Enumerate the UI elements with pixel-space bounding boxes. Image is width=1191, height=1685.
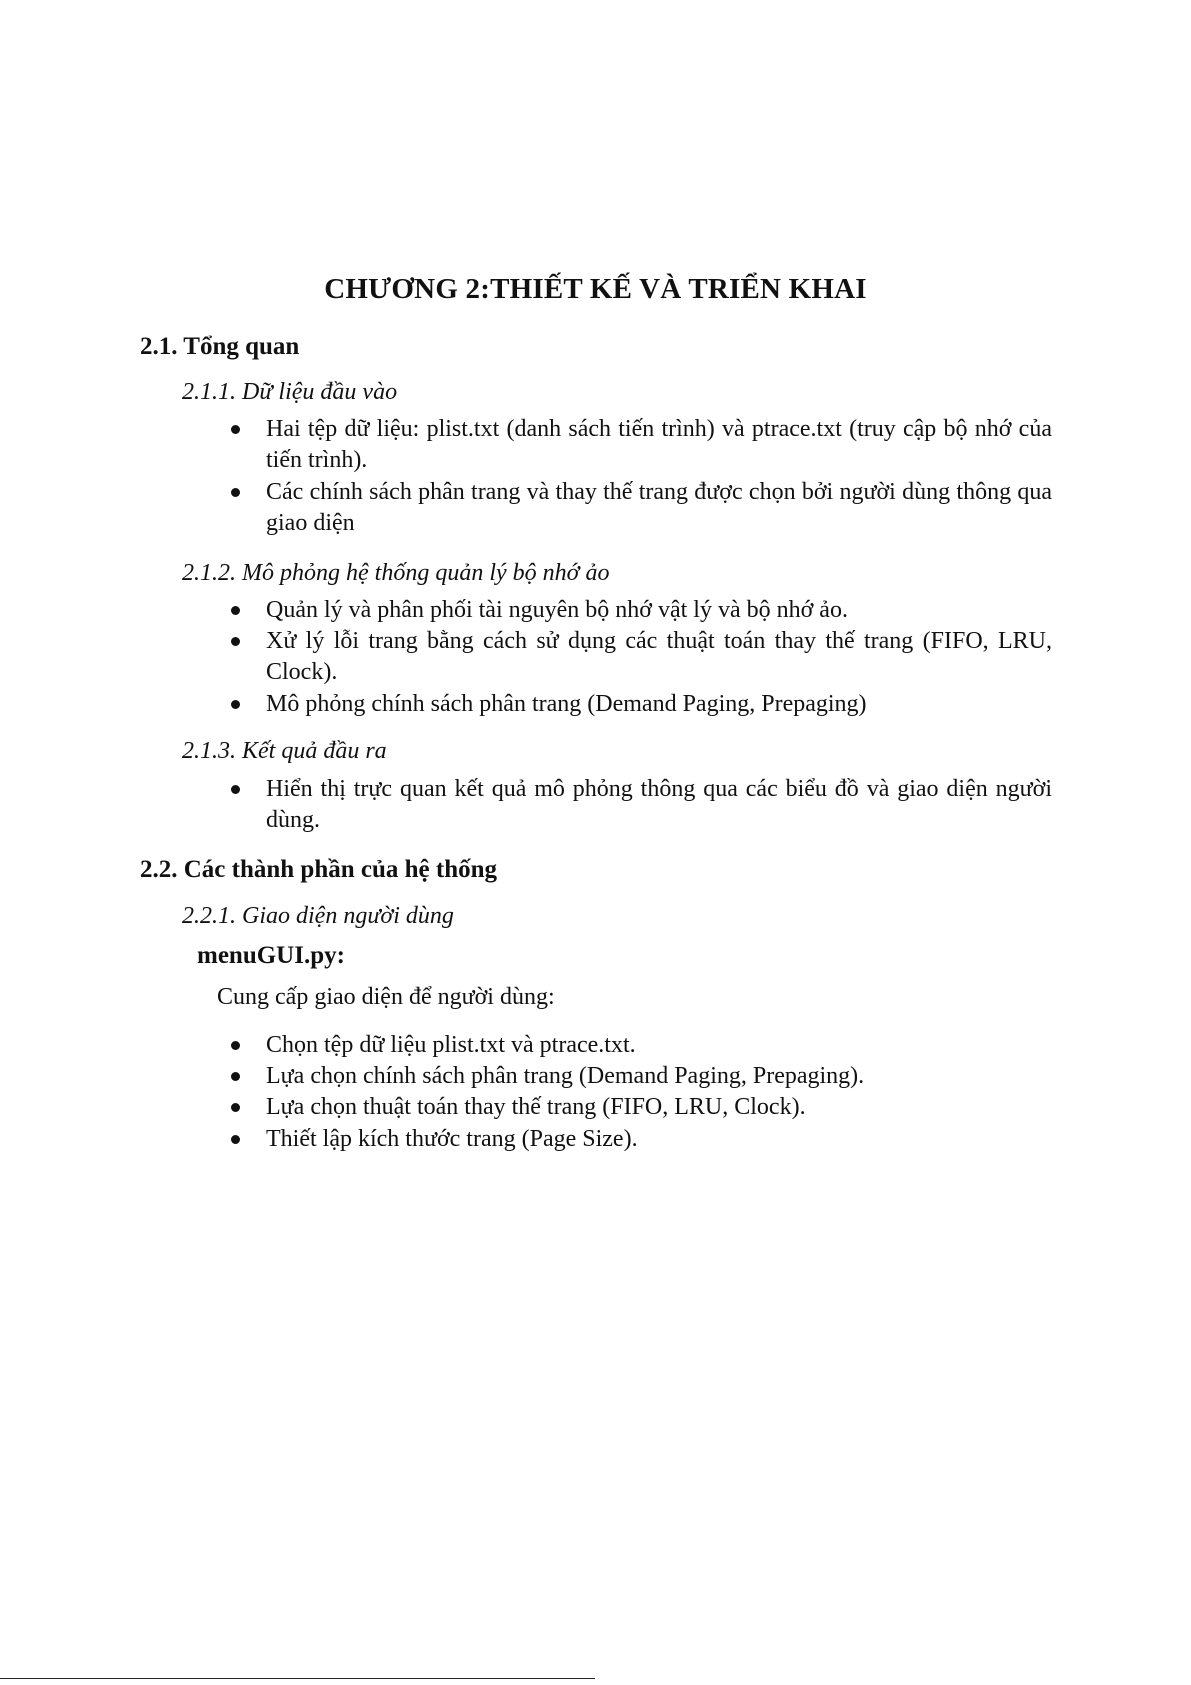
footer-divider bbox=[0, 1678, 595, 1679]
bullet-dot bbox=[231, 488, 240, 497]
subsection-heading-2-1-1: 2.1.1. Dữ liệu đầu vào bbox=[182, 379, 398, 405]
list-item: Chọn tệp dữ liệu plist.txt và ptrace.txt. bbox=[266, 1032, 636, 1058]
bullet-dot bbox=[231, 1072, 240, 1081]
section-heading-2-1: 2.1. Tổng quan bbox=[140, 333, 300, 360]
bullet-dot bbox=[231, 1135, 240, 1144]
list-item: Thiết lập kích thước trang (Page Size). bbox=[266, 1126, 638, 1152]
list-item: Lựa chọn chính sách phân trang (Demand Paging, Prepaging). bbox=[266, 1063, 865, 1089]
bullet-dot bbox=[231, 785, 240, 794]
list-item: Các chính sách phân trang và thay thế trang được chọn bởi người dùng thông qua giao diện bbox=[266, 479, 1052, 536]
chapter-title: CHƯƠNG 2:THIẾT KẾ VÀ TRIỂN KHAI bbox=[324, 273, 867, 305]
subsection-heading-2-2-1: 2.2.1. Giao diện người dùng bbox=[182, 903, 454, 929]
bullet-dot bbox=[231, 1103, 240, 1112]
list-item: Hai tệp dữ liệu: plist.txt (danh sách tiến trình) và ptrace.txt (truy cập bộ nhớ của tiến trình). bbox=[266, 416, 1052, 473]
list-item: Mô phỏng chính sách phân trang (Demand Paging, Prepaging) bbox=[266, 691, 867, 717]
bullet-dot bbox=[231, 637, 240, 646]
list-item: Lựa chọn thuật toán thay thế trang (FIFO, LRU, Clock). bbox=[266, 1094, 806, 1120]
bullet-dot bbox=[231, 700, 240, 709]
bullet-dot bbox=[231, 1041, 240, 1050]
file-name-label: menuGUI.py: bbox=[197, 942, 345, 969]
subsection-heading-2-1-3: 2.1.3. Kết quả đầu ra bbox=[182, 738, 387, 764]
intro-text: Cung cấp giao diện để người dùng: bbox=[217, 984, 555, 1010]
section-heading-2-2: 2.2. Các thành phần của hệ thống bbox=[140, 856, 498, 883]
list-item: Hiển thị trực quan kết quả mô phỏng thông qua các biểu đồ và giao diện người dùng. bbox=[266, 776, 1052, 833]
subsection-heading-2-1-2: 2.1.2. Mô phỏng hệ thống quản lý bộ nhớ ảo bbox=[182, 560, 610, 586]
list-item: Quản lý và phân phối tài nguyên bộ nhớ vật lý và bộ nhớ ảo. bbox=[266, 597, 848, 623]
list-item: Xử lý lỗi trang bằng cách sử dụng các thuật toán thay thế trang (FIFO, LRU, Clock). bbox=[266, 628, 1052, 685]
bullet-dot bbox=[231, 606, 240, 615]
bullet-dot bbox=[231, 425, 240, 434]
